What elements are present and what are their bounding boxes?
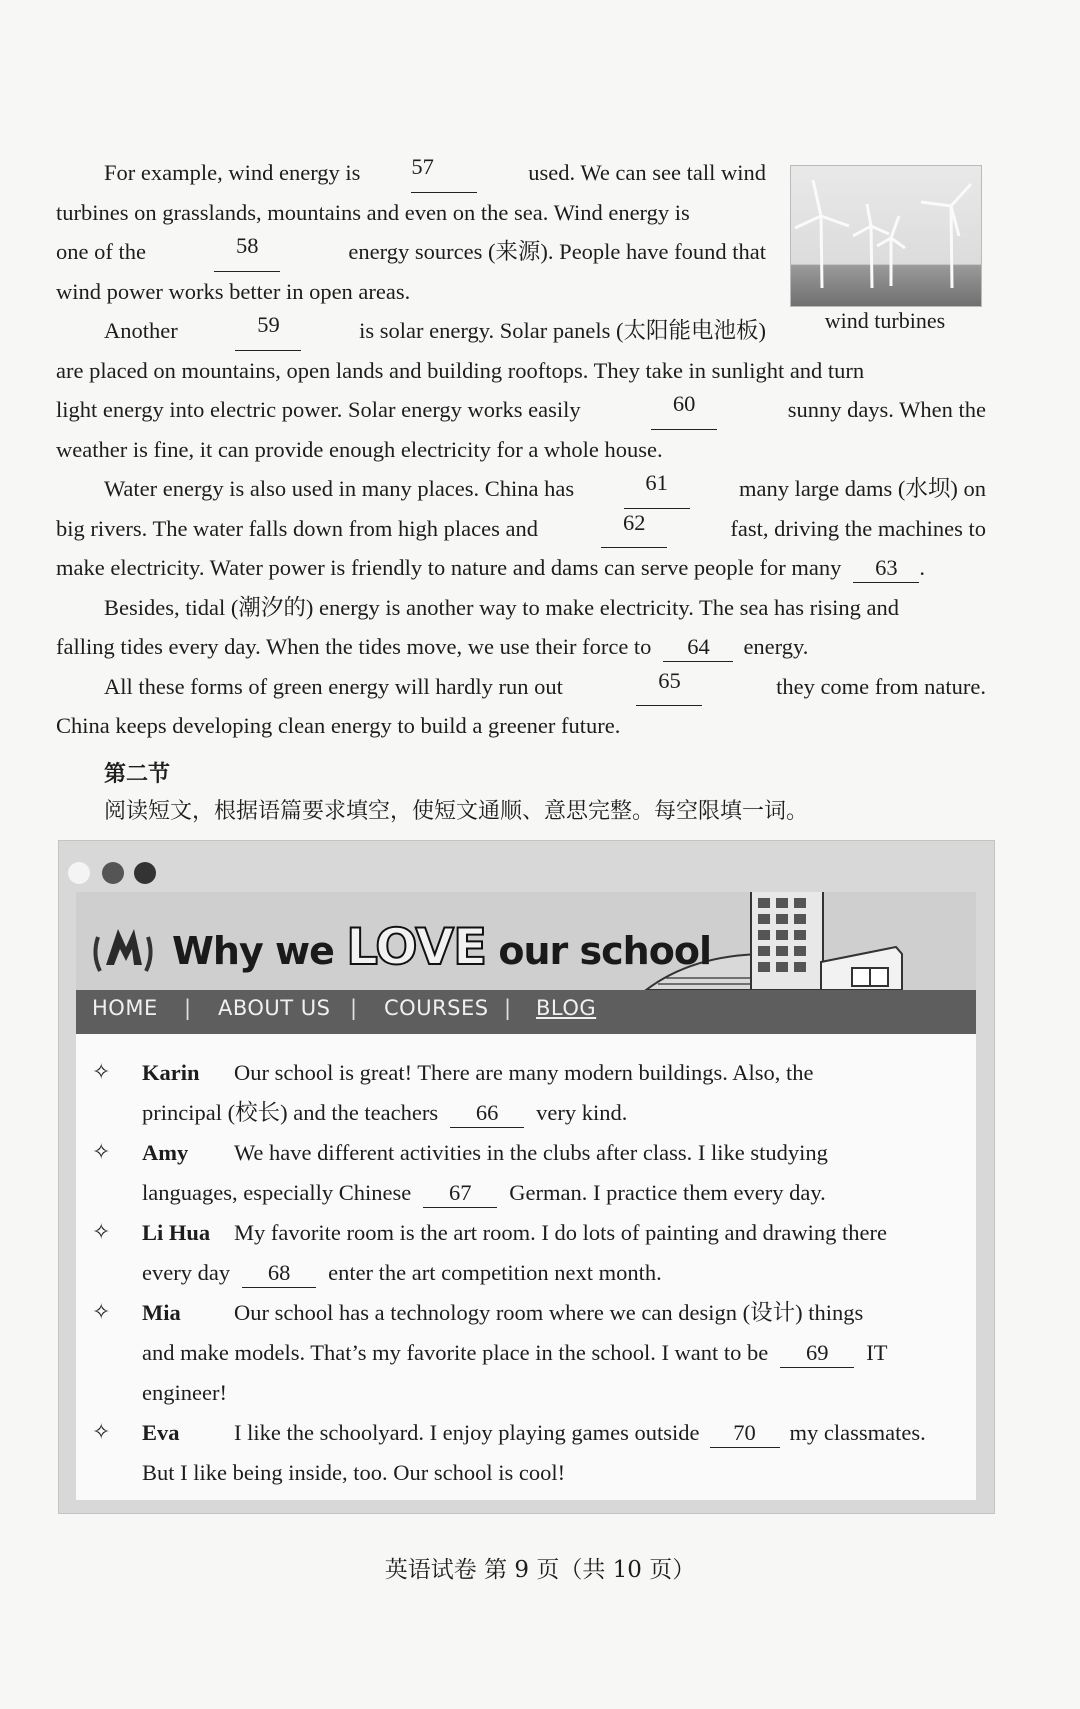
- window-dot-icon: [102, 862, 124, 884]
- bullet-icon: ✧: [92, 1300, 111, 1325]
- passage-line: For example, wind energy is 57 used. We can see tall wind: [56, 153, 766, 193]
- nav-separator: |: [184, 996, 192, 1020]
- blog-entry-eva: Eva I like the schoolyard. I enjoy playing games outside 70 my classmates. But I like being inside, too. Our school is cool!: [96, 1413, 966, 1493]
- blank-67[interactable]: 67: [423, 1179, 497, 1208]
- blank-70[interactable]: 70: [710, 1419, 780, 1448]
- passage-line: weather is fine, it can provide enough electricity for a whole house.: [56, 436, 663, 462]
- wind-turbine-illustration: [791, 166, 981, 306]
- nav-home[interactable]: HOME: [92, 996, 158, 1020]
- window-dot-icon: [68, 862, 90, 884]
- site-title: Why we LOVE our school: [172, 918, 711, 976]
- bullet-icon: ✧: [92, 1220, 111, 1245]
- blank-66[interactable]: 66: [450, 1099, 524, 1128]
- nav-separator: |: [350, 996, 358, 1020]
- page-footer: 英语试卷 第 9 页（共 10 页）: [384, 1557, 696, 1583]
- passage-line: make electricity. Water power is friendly to nature and dams can serve people for many 63 .: [56, 548, 986, 588]
- blank-62[interactable]: 62: [601, 509, 667, 549]
- image-caption: wind turbines: [824, 308, 946, 333]
- passage-line: Another 59 is solar energy. Solar panels (太阳能电池板): [56, 311, 986, 351]
- author-name: Li Hua: [142, 1220, 211, 1245]
- passage-line: one of the 58 energy sources (来源). People have found that: [56, 232, 986, 272]
- blank-58[interactable]: 58: [214, 232, 280, 272]
- passage-line: wind power works better in open areas.: [56, 278, 411, 304]
- passage-line: light energy into electric power. Solar energy works easily 60 sunny days. When the: [56, 390, 986, 430]
- nav-separator: |: [504, 996, 512, 1020]
- passage-line: big rivers. The water falls down from high places and 62 fast, driving the machines to: [56, 509, 986, 549]
- passage-line: All these forms of green energy will hardly run out 65 they come from nature.: [56, 667, 986, 707]
- wind-turbines-photo: [790, 165, 982, 307]
- nav-blog[interactable]: BLOG: [536, 996, 597, 1020]
- window-dot-icon: [134, 862, 156, 884]
- blank-64[interactable]: 64: [663, 633, 733, 662]
- blank-63[interactable]: 63: [853, 554, 919, 583]
- bullet-icon: ✧: [92, 1420, 111, 1445]
- passage-line: Besides, tidal (潮汐的) energy is another way to make electricity. The sea has rising and: [104, 594, 899, 620]
- school-logo-icon: [88, 915, 158, 985]
- blank-57[interactable]: 57: [411, 153, 477, 193]
- passage-line: Water energy is also used in many places. China has 61 many large dams (水坝) on: [56, 469, 986, 509]
- author-name: Mia: [142, 1300, 181, 1325]
- passage-line: China keeps developing clean energy to build a greener future.: [56, 713, 621, 738]
- author-name: Eva: [142, 1420, 180, 1445]
- blank-61[interactable]: 61: [624, 469, 690, 509]
- passage-line: are placed on mountains, open lands and building rooftops. They take in sunlight and turn: [56, 357, 865, 383]
- blank-69[interactable]: 69: [780, 1339, 854, 1368]
- blog-entry-amy: Amy We have different activities in the clubs after class. I like studying languages, especially Chinese 67 German. I practice them every day.: [96, 1133, 966, 1213]
- passage-line: turbines on grasslands, mountains and even on the sea. Wind energy is: [56, 199, 690, 225]
- section-title: 第二节: [104, 762, 171, 787]
- blog-entry-mia: Mia Our school has a technology room where we can design (设计) things and make models. That’s my favorite place in the school. I want to be 69 IT engineer!: [96, 1293, 966, 1413]
- blog-entry-karin: Karin Our school is great! There are many modern buildings. Also, the principal (校长) and the teachers 66 very kind.: [96, 1053, 966, 1133]
- nav-bar: [76, 990, 976, 1034]
- nav-about-us[interactable]: ABOUT US: [218, 996, 331, 1020]
- bullet-icon: ✧: [92, 1140, 111, 1165]
- blog-entry-li-hua: Li Hua My favorite room is the art room. I do lots of painting and drawing there every day 68 enter the art competition next month.: [96, 1213, 966, 1293]
- author-name: Karin: [142, 1060, 200, 1085]
- blank-68[interactable]: 68: [242, 1259, 316, 1288]
- author-name: Amy: [142, 1140, 189, 1165]
- section-instruction: 阅读短文，根据语篇要求填空，使短文通顺、意思完整。每空限填一词。: [104, 799, 809, 824]
- nav-courses[interactable]: COURSES: [384, 996, 489, 1020]
- bullet-icon: ✧: [92, 1060, 111, 1085]
- passage-line: falling tides every day. When the tides move, we use their force to 64 energy.: [56, 627, 986, 667]
- blank-60[interactable]: 60: [651, 390, 717, 430]
- blank-59[interactable]: 59: [235, 311, 301, 351]
- blank-65[interactable]: 65: [636, 667, 702, 707]
